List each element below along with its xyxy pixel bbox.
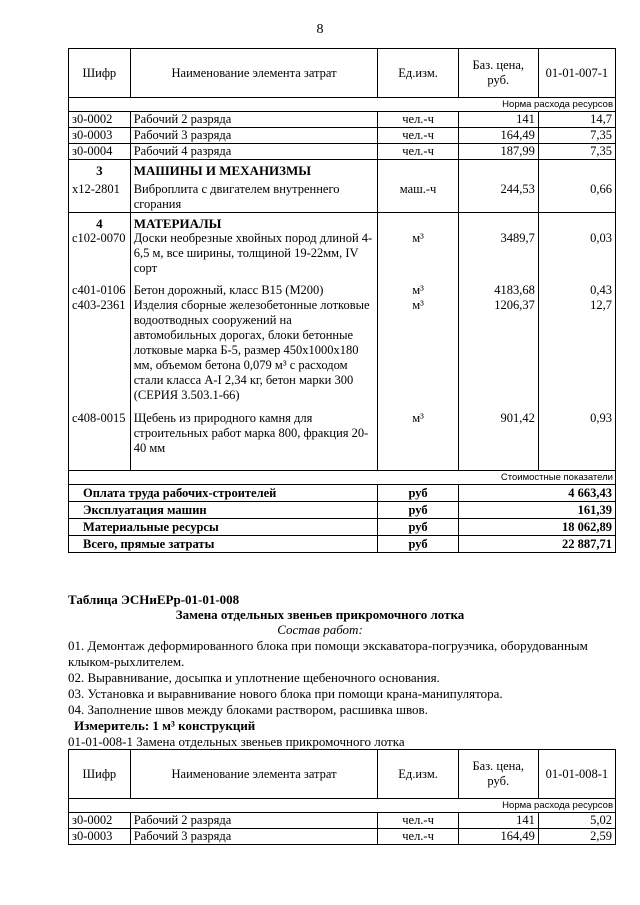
total-name: Оплата труда рабочих-строителей [69,485,378,502]
total-name: Всего, прямые затраты [69,536,378,553]
cell-name: Бетон дорожный, класс В15 (М200) [130,283,378,298]
section-row [69,160,616,179]
cell-unit: маш.-ч [378,178,458,213]
cell-price: 164,49 [458,829,538,845]
work-item-2: 02. Выравнивание, досыпка и уплотнение щебеночного основания. [68,670,440,685]
cell-unit: м³ [378,298,458,411]
norm-label: Норма расхода ресурсов [69,799,616,813]
cell-price: 164,49 [458,128,538,144]
cell-price: 244,53 [458,178,538,213]
header-price: Баз. цена, руб. [458,49,538,98]
meter: Измеритель: 1 м³ конструкций [74,718,256,733]
cell-code: з0-0002 [69,112,131,128]
table-header [69,750,616,799]
cell-price: 1206,37 [458,298,538,411]
total-row [69,502,616,519]
table-row [69,813,616,829]
cell-unit: чел.-ч [378,813,458,829]
cell-code: х12-2801 [69,178,131,213]
cell-norm: 5,02 [538,813,615,829]
cell-price: 187,99 [458,144,538,160]
resource-table-2 [68,749,616,845]
cost-label-row [69,471,616,485]
norm-label-row [69,799,616,813]
cell-unit: м³ [378,411,458,471]
norm-label: Норма расхода ресурсов [69,98,616,112]
cell-code: з0-0003 [69,829,131,845]
page-number: 8 [316,22,324,37]
table-row [69,128,616,144]
header-code: Шифр [69,750,131,799]
header-unit: Ед.изм. [378,750,458,799]
cell-norm: 0,66 [538,178,615,213]
cell-unit: чел.-ч [378,128,458,144]
section-number: 3 [69,160,131,179]
work-item-4: 04. Заполнение швов между блоками раствором, расшивка швов. [68,702,428,717]
cell-code: с102-0070 [69,231,131,283]
header-price: Баз. цена, руб. [458,750,538,799]
cell-name: Доски необрезные хвойных пород длиной 4-6,5 м, все ширины, толщиной 19-22мм, IV сорт [130,231,378,283]
cell-norm: 0,43 [538,283,615,298]
cell-price: 901,42 [458,411,538,471]
cell-norm: 7,35 [538,144,615,160]
cell-name: Изделия сборные железобетонные лотковые водоотводных сооружений на автомобильных дорогах, блоки бетонные лотковые марка Б-5, размер 450х1000х180 мм, объемом бетона 0,079 м³ с расходом стали класса А-I 2,34 кг, бетон марки 300 (СЕРИЯ 3.503.1-66) [130,298,378,411]
header-unit: Ед.изм. [378,49,458,98]
resource-table-1 [68,48,616,553]
header-name: Наименование элемента затрат [130,49,378,98]
total-row [69,485,616,502]
cell-code: с403-2361 [69,298,131,411]
total-value: 4 663,43 [458,485,615,502]
header-name: Наименование элемента затрат [130,750,378,799]
table-row [69,112,616,128]
cell-code: с408-0015 [69,411,131,471]
cell-unit: чел.-ч [378,144,458,160]
cell-code: з0-0002 [69,813,131,829]
cell-code: з0-0004 [69,144,131,160]
item-line: 01-01-008-1 Замена отдельных звеньев прикромочного лотка [68,734,405,749]
total-unit: руб [378,519,458,536]
table-row [69,829,616,845]
cell-name: Щебень из природного камня для строительных работ марка 800, фракция 20-40 мм [130,411,378,471]
cell-norm: 14,7 [538,112,615,128]
cell-unit: чел.-ч [378,829,458,845]
total-unit: руб [378,536,458,553]
cell-unit: чел.-ч [378,112,458,128]
section-row [69,213,616,232]
total-value: 22 887,71 [458,536,615,553]
total-row [69,519,616,536]
table-header [69,49,616,98]
cell-name: Виброплита с двигателем внутреннего сгорания [130,178,378,213]
table-row [69,144,616,160]
total-unit: руб [378,502,458,519]
table-row [69,283,616,298]
cell-name: Рабочий 2 разряда [130,112,378,128]
work-item-1: 01. Демонтаж деформированного блока при помощи экскаватора-погрузчика, оборудованным клыком-рыхлителем. [68,638,588,669]
cell-code: з0-0003 [69,128,131,144]
section-title: МАШИНЫ И МЕХАНИЗМЫ [130,160,378,179]
header-norm-code: 01-01-008-1 [538,750,615,799]
header-norm-code: 01-01-007-1 [538,49,615,98]
total-value: 18 062,89 [458,519,615,536]
cell-norm: 7,35 [538,128,615,144]
table-row [69,298,616,411]
cell-name: Рабочий 3 разряда [130,128,378,144]
section-subtitle: Замена отдельных звеньев прикромочного лотка [175,607,465,622]
cell-price: 3489,7 [458,231,538,283]
cell-code: с401-0106 [69,283,131,298]
section-title: МАТЕРИАЛЫ [130,213,378,232]
total-unit: руб [378,485,458,502]
cell-name: Рабочий 2 разряда [130,813,378,829]
total-name: Эксплуатация машин [69,502,378,519]
table-row [69,411,616,471]
table-row [69,231,616,283]
cell-norm: 2,59 [538,829,615,845]
table-row [69,178,616,213]
cell-name: Рабочий 4 разряда [130,144,378,160]
section-number: 4 [69,213,131,232]
cell-price: 141 [458,112,538,128]
total-name: Материальные ресурсы [69,519,378,536]
cell-price: 4183,68 [458,283,538,298]
work-item-3: 03. Установка и выравнивание нового блока при помощи крана-манипулятора. [68,686,503,701]
table-title: Таблица ЭСНиЕРр-01-01-008 [68,592,240,607]
cell-price: 141 [458,813,538,829]
norm-label-row [69,98,616,112]
cell-norm: 12,7 [538,298,615,411]
total-value: 161,39 [458,502,615,519]
header-code: Шифр [69,49,131,98]
total-row [69,536,616,553]
cell-norm: 0,93 [538,411,615,471]
cell-name: Рабочий 3 разряда [130,829,378,845]
cell-unit: м³ [378,283,458,298]
works-title: Состав работ: [277,622,363,637]
cost-label: Стоимостные показатели [69,471,616,485]
cell-norm: 0,03 [538,231,615,283]
cell-unit: м³ [378,231,458,283]
